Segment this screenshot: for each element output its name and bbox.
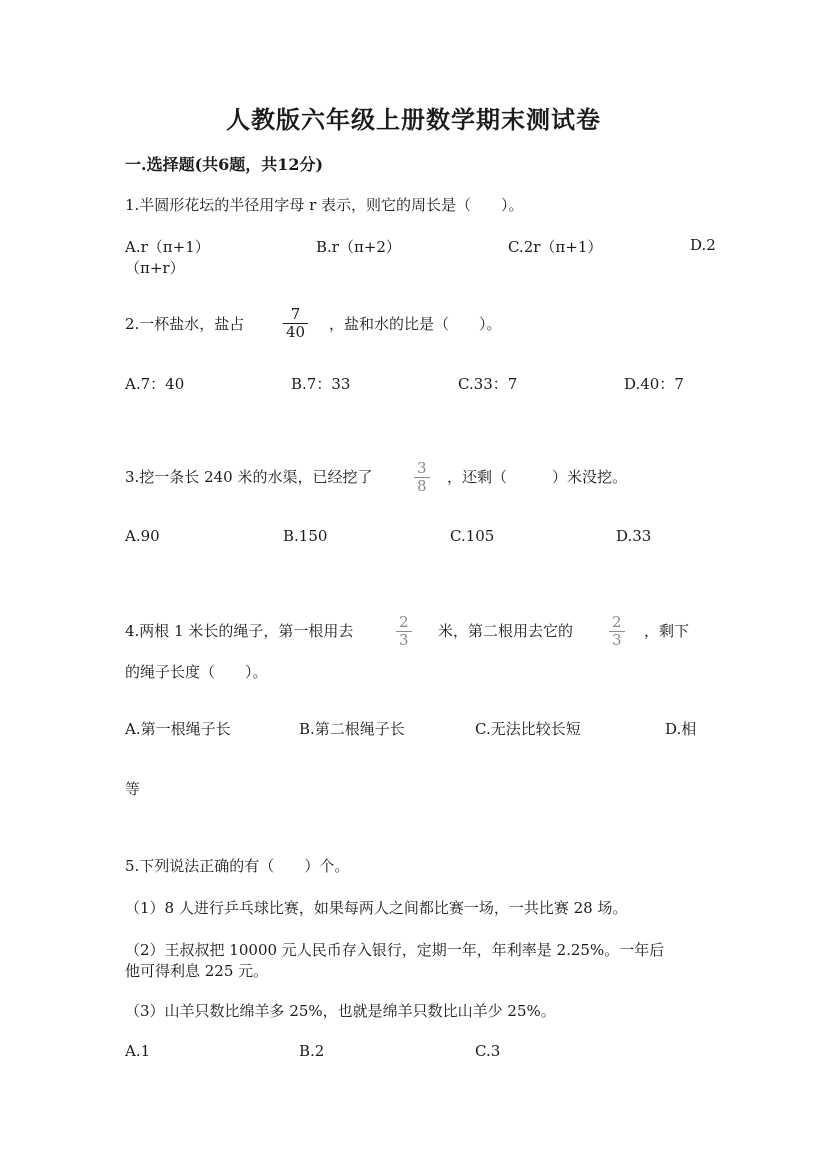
question-5-option-b[interactable]: B.2 (299, 1042, 325, 1060)
question-1-option-b[interactable]: B.r（π+2） (316, 238, 401, 256)
question-4-fraction-1 (396, 614, 412, 649)
question-4-option-d-continued: 等 (125, 780, 141, 798)
question-3-fraction (414, 460, 430, 495)
question-2-text-continued: ，盐和水的比是（ ）。 (329, 315, 502, 333)
question-5-statement-3: （3）山羊只数比绵羊多 25%，也就是绵羊只数比山羊少 25%。 (125, 1002, 556, 1020)
fraction-numerator: 2 (399, 613, 409, 631)
question-3-text: 3.挖一条长 240 米的水渠，已经挖了 (125, 468, 373, 486)
question-5-statement-2-continued: 他可得利息 225 元。 (125, 962, 269, 980)
question-4-text: 4.两根 1 米长的绳子，第一根用去 (125, 622, 354, 640)
question-3-text-continued: ，还剩（ ）米没挖。 (447, 468, 628, 486)
question-4-option-a[interactable]: A.第一根绳子长 (125, 720, 231, 738)
question-2-option-a[interactable]: A.7：40 (125, 375, 185, 393)
question-2-fraction (283, 306, 308, 341)
question-4-option-d[interactable]: D.相 (665, 720, 697, 738)
question-4-text-line-2: 的绳子长度（ ）。 (125, 663, 268, 681)
question-2-option-d[interactable]: D.40：7 (624, 375, 684, 393)
question-5-option-c[interactable]: C.3 (475, 1042, 501, 1060)
question-3-option-d[interactable]: D.33 (616, 527, 652, 545)
fraction-denominator: 40 (283, 323, 308, 341)
question-5-text: 5.下列说法正确的有（ ）个。 (125, 857, 350, 875)
fraction-numerator: 2 (612, 613, 622, 631)
question-4-option-c[interactable]: C.无法比较长短 (475, 720, 581, 738)
section-heading: 一.选择题(共6题，共12分) (125, 155, 324, 174)
question-4-text-middle: 米，第二根用去它的 (438, 622, 574, 640)
question-2-option-c[interactable]: C.33：7 (458, 375, 518, 393)
question-2-text: 2.一杯盐水，盐占 (125, 315, 245, 333)
question-1-option-a[interactable]: A.r（π+1） (125, 238, 210, 256)
question-1-option-d-continued: （π+r） (125, 259, 185, 277)
fraction-denominator: 3 (609, 631, 625, 649)
question-5-option-a[interactable]: A.1 (125, 1042, 151, 1060)
question-3-option-a[interactable]: A.90 (125, 527, 160, 545)
fraction-numerator: 7 (290, 305, 301, 323)
question-1-text: 1.半圆形花坛的半径用字母 r 表示，则它的周长是（ ）。 (125, 196, 524, 214)
question-5-statement-1: （1）8 人进行乒乓球比赛，如果每两人之间都比赛一场，一共比赛 28 场。 (125, 899, 628, 917)
question-3-option-b[interactable]: B.150 (283, 527, 328, 545)
page-title: 人教版六年级上册数学期末测试卷 (226, 105, 601, 134)
question-2-option-b[interactable]: B.7：33 (291, 375, 351, 393)
question-4-fraction-2 (609, 614, 625, 649)
question-1-option-d[interactable]: D.2 (690, 236, 716, 254)
fraction-numerator: 3 (417, 459, 427, 477)
question-4-option-b[interactable]: B.第二根绳子长 (299, 720, 405, 738)
question-3-option-c[interactable]: C.105 (450, 527, 495, 545)
fraction-denominator: 8 (414, 477, 430, 495)
fraction-denominator: 3 (396, 631, 412, 649)
question-5-statement-2: （2）王叔叔把 10000 元人民币存入银行，定期一年，年利率是 2.25%。一年后 (125, 941, 665, 959)
question-4-text-end: ，剩下 (644, 622, 690, 640)
question-1-option-c[interactable]: C.2r（π+1） (508, 238, 603, 256)
